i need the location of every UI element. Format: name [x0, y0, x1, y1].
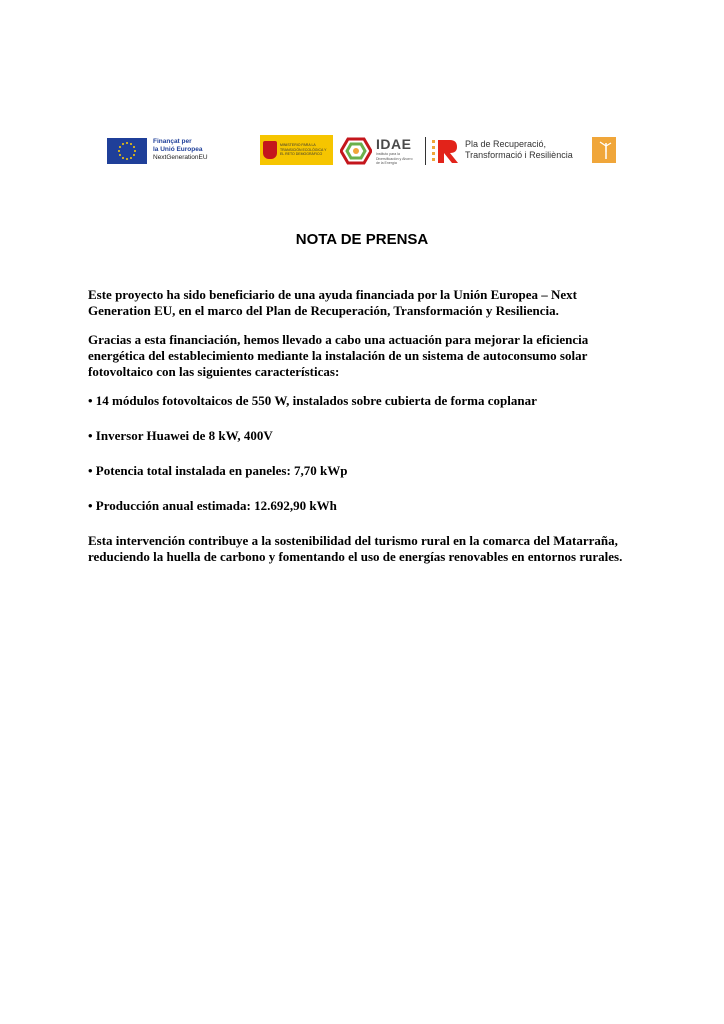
coat-of-arms-icon	[263, 141, 277, 159]
document-title: NOTA DE PRENSA	[295, 231, 429, 248]
prtr-line-1: Pla de Recuperació,	[465, 139, 547, 149]
idae-title: IDAE	[376, 136, 412, 152]
ministry-text: MINISTERIO PARA LA TRANSICIÓN ECOLÓGICA Y EL RETO DEMOGRÁFICO	[280, 143, 327, 156]
eu-line-2: la Unió Europea	[153, 146, 203, 153]
eu-flag-logo	[107, 138, 147, 164]
spain-ministry-logo	[260, 135, 333, 165]
eu-stars-icon	[107, 138, 147, 164]
prtr-mark-icon	[430, 137, 460, 165]
logo-divider	[425, 137, 426, 165]
eu-line-3: NextGenerationEU	[153, 154, 208, 161]
bullet-production: • Producción anual estimada: 12.692,90 kWh	[88, 498, 337, 513]
idae-subtitle: Instituto para la Diversificación y Ahorro de la Energía	[376, 152, 413, 165]
regional-logo-icon	[592, 137, 616, 163]
logo-header	[0, 133, 724, 173]
bullet-power: • Potencia total instalada en paneles: 7,70 kWp	[88, 463, 348, 478]
paragraph-conclusion: Esta intervención contribuye a la sostenibilidad del turismo rural en la comarca del Matarraña, reduciendo la huella de carbono y fomentando el uso de energías renovables en entornos rurales.	[88, 533, 623, 564]
paragraph-intro: Este proyecto ha sido beneficiario de una ayuda financiada por la Unión Europea – Next Generation EU, en el marco del Plan de Recuperación, Transformación y Resiliencia.	[88, 287, 577, 318]
bullet-modules: • 14 módulos fotovoltaicos de 550 W, instalados sobre cubierta de forma coplanar	[88, 393, 537, 408]
eu-line-1: Finançat per	[153, 138, 192, 145]
paragraph-financing: Gracias a esta financiación, hemos llevado a cabo una actuación para mejorar la eficiencia energética del establecimiento mediante la instalación de un sistema de autoconsumo solar fotovoltaico con las siguientes características:	[88, 332, 589, 379]
idae-text	[376, 136, 416, 166]
prtr-line-2: Transformació i Resiliència	[465, 150, 573, 160]
bullet-inverter: • Inversor Huawei de 8 kW, 400V	[88, 428, 273, 443]
prtr-text	[465, 139, 573, 161]
idae-mark-icon	[340, 137, 372, 165]
eu-funding-text	[153, 138, 208, 162]
document-body	[88, 287, 640, 578]
